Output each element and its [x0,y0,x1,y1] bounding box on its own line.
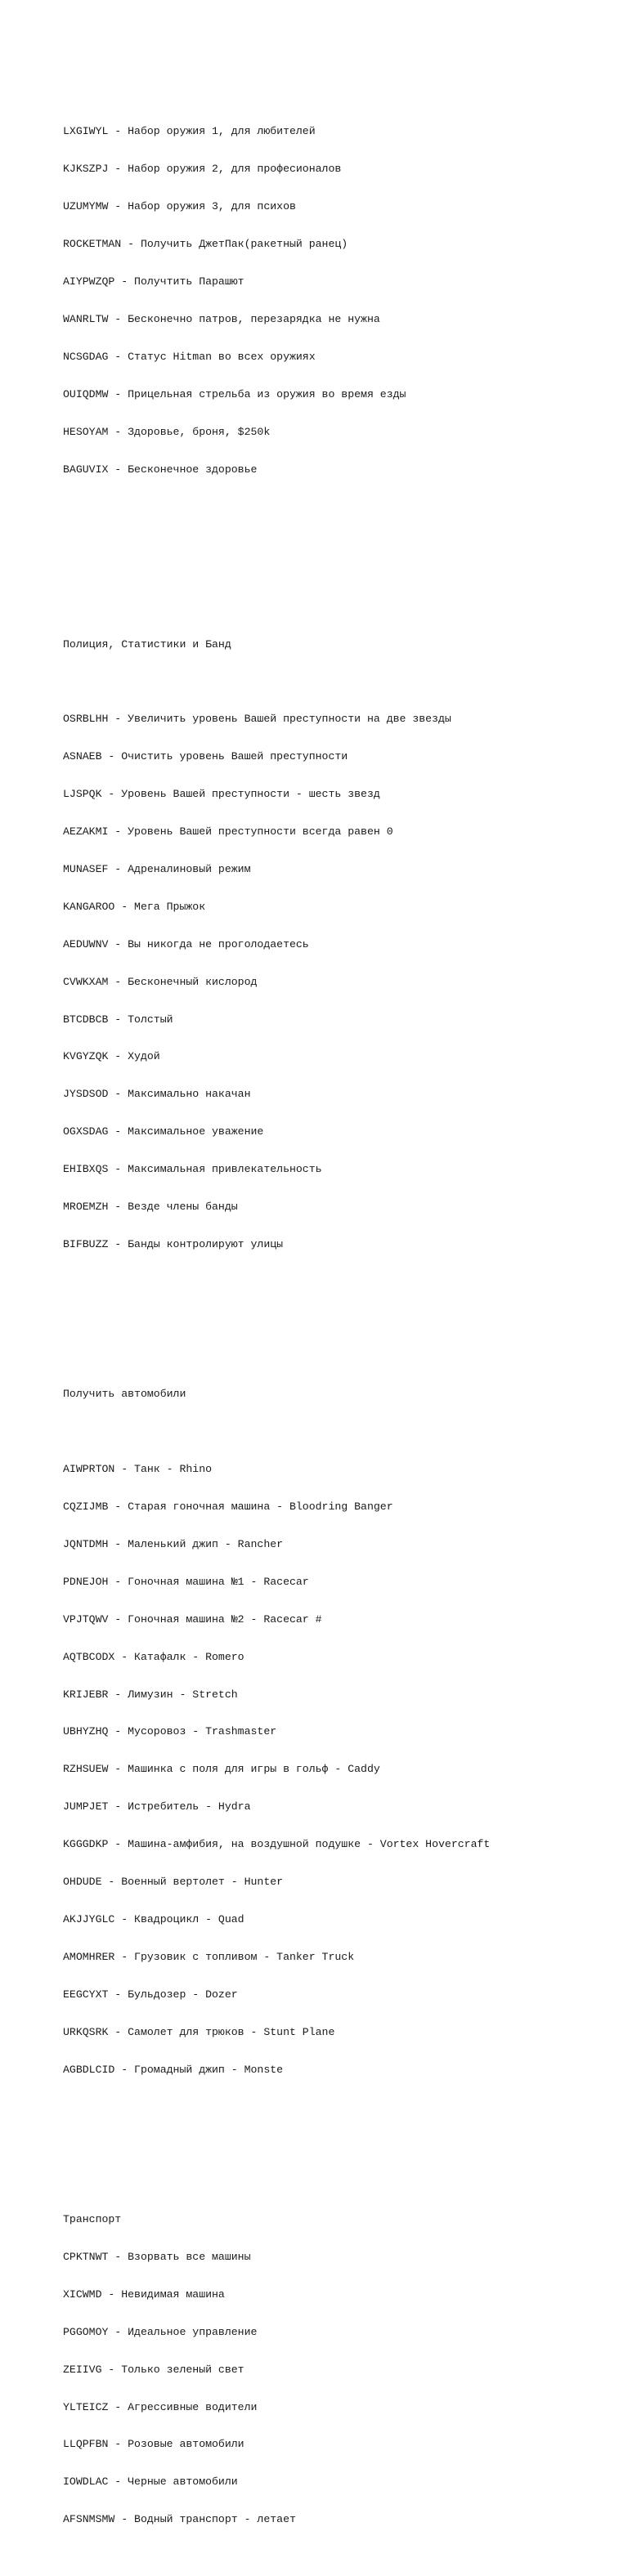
vehicles-section [63,1363,619,2101]
cheat-line: OHDUDE - Военный вертолет - Hunter [63,1876,284,1889]
cheat-line: LLQPFBN - Розовые автомобили [63,2438,244,2451]
cheat-line: JUMPJET - Истребитель - Hydra [63,1800,251,1813]
cheat-line: VPJTQWV - Гоночная машина №2 - Racecar # [63,1612,322,1626]
spacer [63,1313,619,1326]
cheat-line: KANGAROO - Мега Прыжок [63,900,206,913]
cheat-line: JQNTDMH - Маленький джип - Rancher [63,1538,284,1551]
cheat-line: BIFBUZZ - Банды контролируют улицы [63,1237,284,1250]
cheat-line: AIWPRTON - Танк - Rhino [63,1463,213,1476]
cheat-line: YLTEICZ - Агрессивные водители [63,2400,258,2413]
cheat-line: EEGCYXT - Бульдозер - Dozer [63,1988,238,2001]
cheat-line: URKQSRK - Самолет для трюков - Stunt Plane [63,2025,335,2038]
cheat-line: JYSDSOD - Максимально накачан [63,1088,251,1101]
cheat-line: PDNEJOH - Гоночная машина №1 - Racecar [63,1575,309,1588]
cheat-line: LXGIWYL - Набор оружия 1, для любителей [63,125,316,138]
transport-section [63,2188,619,2551]
cheat-line: AMOMHRER - Грузовик с топливом - Tanker Truck [63,1950,355,1963]
cheat-line: BTCDBCB - Толстый [63,1013,173,1026]
cheat-line: CPKTNWT - Взорвать все машины [63,2250,251,2263]
cheat-line: UZUMYMW - Набор оружия 3, для психов [63,200,296,213]
cheat-line: ROCKETMAN - Получить ДжетПак(ракетный ранец) [63,238,348,251]
cheat-line: ZEIIVG - Только зеленый свет [63,2363,244,2376]
spacer [63,1425,619,1438]
cheat-line: KRIJEBR - Лимузин - Stretch [63,1688,238,1701]
cheat-line: AQTBCODX - Катафалк - Romero [63,1650,244,1663]
spacer [63,538,619,575]
cheat-line: CQZIJMB - Старая гоночная машина - Bloodring Banger [63,1500,393,1514]
weapons-section [63,101,619,501]
cheat-line: AGBDLCID - Громадный джип - Monste [63,2063,284,2076]
document-page [63,63,619,2576]
cheat-line: XICWMD - Невидимая машина [63,2288,225,2301]
cheat-line: ASNAEB - Очистить уровень Вашей преступности [63,750,348,763]
cheat-line: BAGUVIX - Бесконечное здоровье [63,463,258,476]
spacer [63,2138,619,2150]
spacer [63,676,619,688]
cheat-line: UBHYZHQ - Мусоровоз - Trashmaster [63,1725,277,1738]
cheat-line: NCSGDAG - Статус Hitman во всех оружиях [63,350,316,363]
cheat-line: OGXSDAG - Максимальное уважение [63,1125,264,1138]
cheat-line: HESOYAM - Здоровье, броня, $250k [63,425,271,438]
cheat-line: PGGOMOY - Идеальное управление [63,2325,258,2338]
cheat-line: EHIBXQS - Максимальная привлекательность [63,1163,322,1176]
section-heading: Получить автомобили [63,1388,186,1401]
cheat-line: KVGYZQK - Худой [63,1050,160,1063]
cheat-line: KJKSZPJ - Набор оружия 2, для професионалов [63,163,342,176]
cheat-line: CVWKXAM - Бесконечный кислород [63,975,258,988]
section-heading: Полиция, Статистики и Банд [63,637,231,651]
section-heading: Транспорт [63,2213,122,2226]
cheat-line: MROEMZH - Везде члены банды [63,1201,238,1214]
cheat-line: AEDUWNV - Вы никогда не проголодаетесь [63,937,309,950]
cheat-line: OUIQDMW - Прицельная стрельба из оружия во время езды [63,387,406,400]
cheat-line: RZHSUEW - Машинка с поля для игры в гольф - Caddy [63,1763,380,1776]
cheat-line: AEZAKMI - Уровень Вашей преступности всегда равен 0 [63,825,393,839]
cheat-line: OSRBLHH - Увеличить уровень Вашей преступности на две звезды [63,713,451,726]
cheat-line: WANRLTW - Бесконечно патров, перезарядка не нужна [63,312,380,325]
cheat-line: AKJJYGLC - Квадроцикл - Quad [63,1912,244,1925]
cheat-line: AFSNMSMW - Водный транспорт - летает [63,2513,296,2526]
police-section [63,613,619,1276]
cheat-line: AIYPWZQP - Получтить Парашют [63,275,244,288]
cheat-line: KGGGDKP - Машина-амфибия, на воздушной подушке - Vortex Hovercraft [63,1838,491,1851]
cheat-line: MUNASEF - Адреналиновый режим [63,863,251,875]
cheat-line: IOWDLAC - Черные автомобили [63,2475,238,2489]
cheat-line: LJSPQK - Уровень Вашей преступности - шесть звезд [63,788,380,801]
